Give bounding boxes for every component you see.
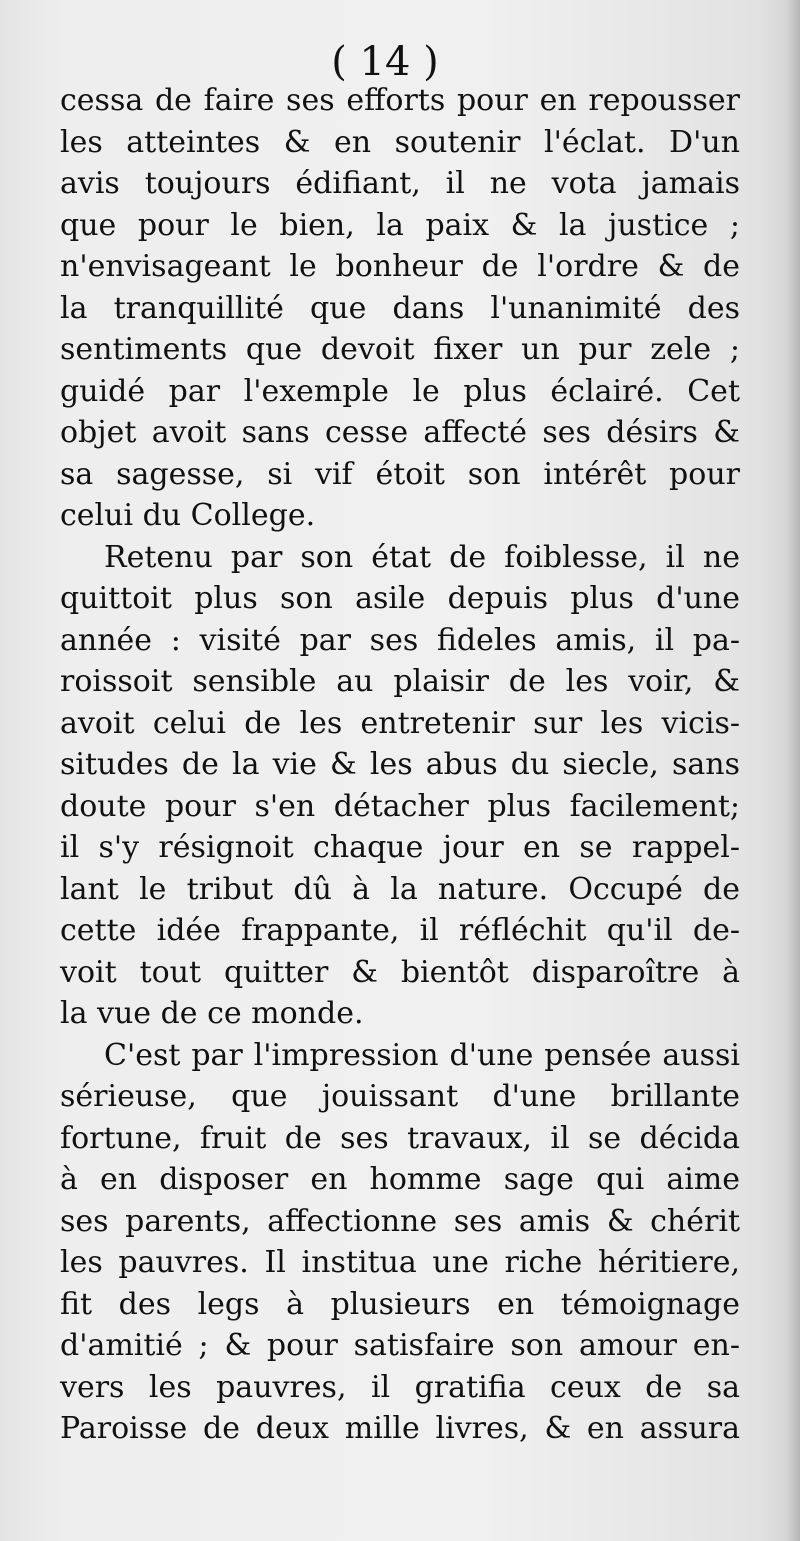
page-edge-shadow: [786, 0, 800, 1541]
text-line: situdes de la vie & les abus du siecle, sans: [60, 747, 740, 782]
text-line: guidé par l'exemple le plus éclairé. Cet: [60, 373, 740, 409]
text-line: que pour le bien, la paix & la justice ;: [60, 207, 740, 243]
text-line: quittoit plus son asile depuis plus d'une: [60, 581, 740, 616]
text-line: la tranquillité que dans l'unanimité des: [60, 290, 740, 326]
text-line: celui du College.: [60, 498, 316, 533]
text-line: cessa de faire ses efforts pour en repousser: [60, 83, 740, 118]
text-line: fortune, fruit de ses travaux, il se décida: [60, 1120, 740, 1156]
text-line: sérieuse, que jouissant d'une brillante: [60, 1079, 740, 1114]
text-line: cette idée frappante, il réfléchit qu'il de-: [60, 913, 740, 948]
text-line: C'est par l'impression d'une pensée aussi: [104, 1037, 740, 1073]
text-line: roissoit sensible au plaisir de les voir, &: [60, 664, 740, 699]
text-line: fit des legs à plusieurs en témoignage: [60, 1286, 740, 1322]
text-line: sa sagesse, si vif étoit son intérêt pour: [60, 456, 740, 492]
text-line: il s'y résignoit chaque jour en se rappel-: [60, 830, 740, 865]
text-line: Paroisse de deux mille livres, & en assura: [60, 1411, 740, 1446]
text-line: vers les pauvres, il gratifia ceux de sa: [60, 1369, 740, 1405]
text-line: avoit celui de les entretenir sur les vicis-: [60, 705, 740, 741]
text-line: Retenu par son état de foiblesse, il ne: [104, 539, 740, 575]
text-line: les atteintes & en soutenir l'éclat. D'un: [60, 124, 740, 160]
text-line: voit tout quitter & bientôt disparoître à: [60, 954, 740, 990]
text-line: lant le tribut dû à la nature. Occupé de: [60, 871, 740, 907]
text-line: doute pour s'en détacher plus facilement;: [60, 788, 740, 824]
text-line: année : visité par ses fideles amis, il pa-: [60, 622, 740, 658]
text-line: la vue de ce monde.: [60, 996, 364, 1031]
text-line: à en disposer en homme sage qui aime: [60, 1162, 740, 1197]
body-text: [60, 80, 740, 1450]
text-line: objet avoit sans cesse affecté ses désirs &: [60, 415, 740, 450]
page-number: ( 14 ): [331, 39, 439, 85]
text-line: sentiments que devoit fixer un pur zele ;: [60, 332, 740, 367]
text-line: ses parents, affectionne ses amis & chérit: [60, 1203, 740, 1239]
text-line: n'envisageant le bonheur de l'ordre & de: [60, 249, 740, 284]
text-line: les pauvres. Il institua une riche héritiere,: [60, 1245, 740, 1280]
text-line: d'amitié ; & pour satisfaire son amour en-: [60, 1328, 740, 1363]
text-line: avis toujours édifiant, il ne vota jamais: [60, 166, 740, 201]
